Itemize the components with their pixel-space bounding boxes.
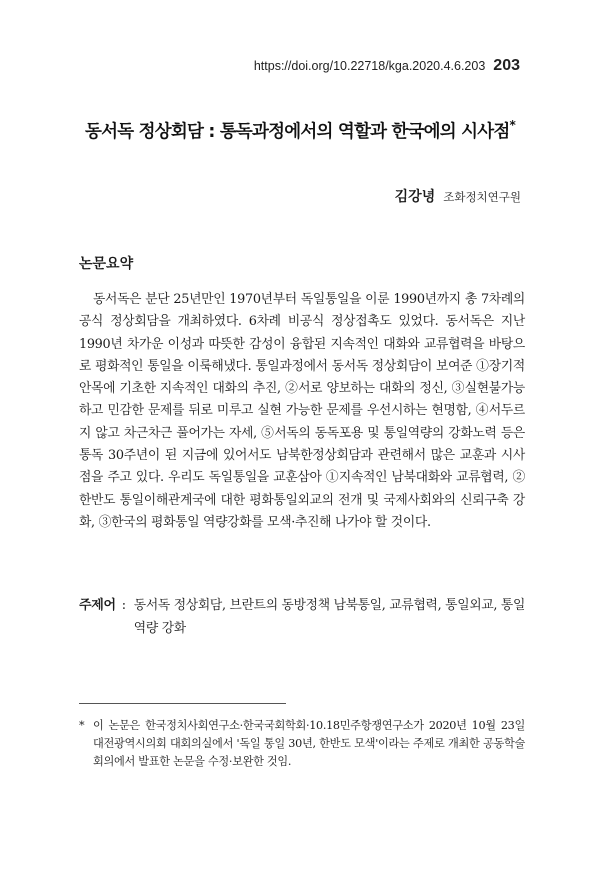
page-header — [254, 57, 520, 75]
doi-link[interactable]: https://doi.org/10.22718/kga.2020.4.6.203 — [253, 59, 486, 73]
paper-title-text: 동서독 정상회담 : 통독과정에서의 역할과 한국에의 시사점 — [85, 122, 510, 142]
keywords-separator: : — [121, 598, 126, 613]
title-footnote-mark: * — [509, 118, 515, 132]
abstract-body: 동서독은 분단 25년만인 1970년부터 독일통일을 이룬 1990년까지 총 7차례의 공식 정상회담을 개최하였다. 6차례 비공식 정상접촉도 있었다. 동서독은 지난 1990년 차가운 이성과 따뜻한 감성이 융합된 지속적인 대화와 교류협력을 바탕으로 평화적인 통일을 이룩해냈다. 통일과정에서 동서독 정상회담이 보여준 ①장기적 안목에 기초한 지속적인 대화의 추진, ②서로 양보하는 대화의 정신, ③실현불가능하고 민감한 문제를 뒤로 미루고 실현 가능한 문제를 우선시하는 현명함, ④서두르지 않고 차근차근 풀어가는 자세, ⑤서독의 동독포용 및 통일역량의 강화노력 등은 통독 30주년이 된 지금에 있어서도 남북한정상회담과 관련해서 많은 교훈과 시사점을 주고 있다. 우리도 독일통일을 교훈삼아 ①지속적인 남북대화와 교류협력, ②한반도 통일이해관계국에 대한 평화통일외교의 전개 및 국제사회와의 신뢰구축 강화, ③한국의 평화통일 역량강화를 모색·추진해 나가야 할 것이다. — [79, 292, 525, 530]
footnote-text: 이 논문은 한국정치사회연구소·한국국회학회·10.18민주항쟁연구소가 2020년 10월 23일 대전광역시의회 대회의실에서 '독일 통일 30년, 한반도 모색'이라는 주제로 개최한 공동학술회의에서 발표한 논문을 수정·보완한 것임. — [93, 719, 525, 768]
paper-title — [0, 118, 600, 143]
keywords-text: 동서독 정상회담, 브란트의 동방정책 남북통일, 교류협력, 통일외교, 통일역량 강화 — [133, 598, 526, 636]
page-number: 203 — [493, 57, 520, 74]
author-name: 김강녕 — [394, 189, 436, 205]
footnote — [79, 717, 525, 771]
keywords — [79, 595, 529, 640]
author-affiliation: 조화정치연구원 — [443, 190, 521, 204]
footnote-divider — [79, 703, 286, 704]
abstract-heading: 논문요약 — [79, 256, 134, 272]
footnote-symbol: * — [79, 719, 85, 732]
author-block — [395, 186, 521, 206]
keywords-label: 주제어 — [79, 598, 116, 613]
